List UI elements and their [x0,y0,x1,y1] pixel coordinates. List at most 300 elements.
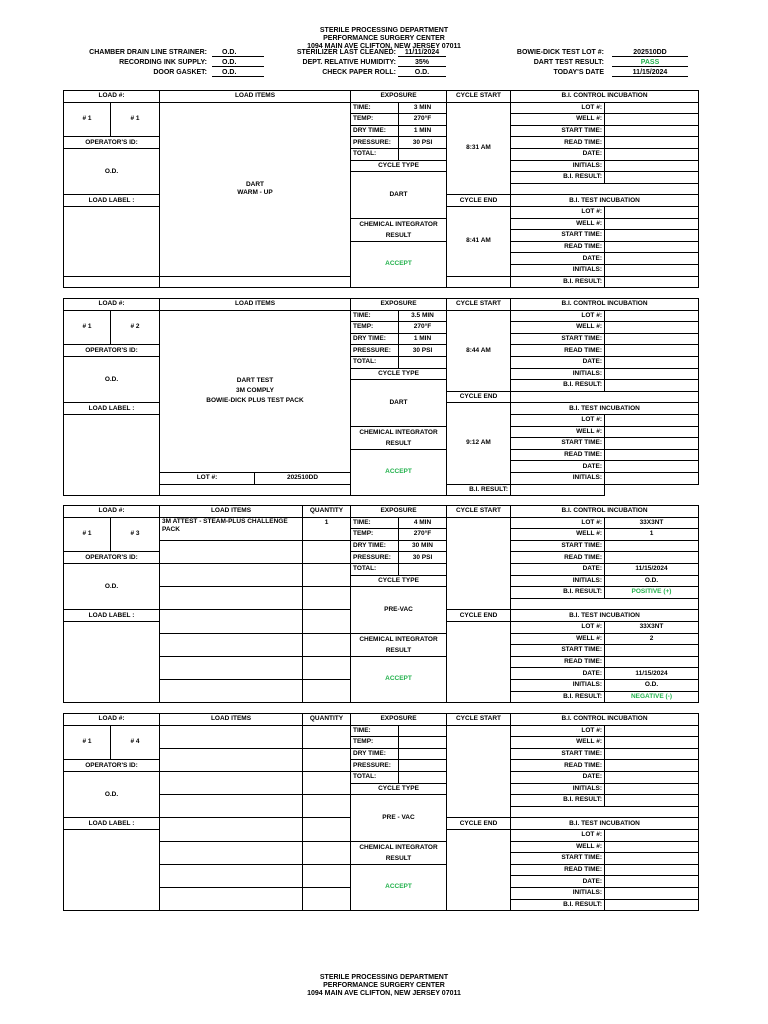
test-initials-value[interactable] [605,264,699,276]
ctrl-lot-value: 33X3NT [605,517,699,529]
item-row-5[interactable] [160,610,303,633]
test-initials-label: INITIALS: [511,679,605,691]
ctrl-well-value: 1 [605,529,699,541]
temp-label: TEMP: [351,322,399,334]
header-dept: STERILE PROCESSING DEPARTMENT [319,27,449,34]
test-initials-label: INITIALS: [511,887,605,899]
test-lot-value[interactable] [605,206,699,218]
humidity-label: DEPT. RELATIVE HUMIDITY: [302,59,396,66]
ctrl-read-label: READ TIME: [511,137,605,149]
ctrl-well-label: WELL #: [511,114,605,126]
load-items-line1: DART [245,181,265,189]
bi-control-header: B.I. CONTROL INCUBATION [511,299,699,311]
load-no-header: LOAD #: [64,714,160,726]
item-row-6[interactable] [160,841,303,864]
operator-id-label: OPERATOR'S ID: [64,552,160,564]
test-lot-label: LOT #: [511,621,605,633]
operator-id-label: OPERATOR'S ID: [64,137,160,149]
ctrl-lot-label: LOT #: [511,725,605,737]
ctrl-read-label: READ TIME: [511,552,605,564]
ctrl-lot-value[interactable] [605,725,699,737]
dart-result-label: DART TEST RESULT: [533,59,604,66]
total-label: TOTAL: [351,148,399,160]
test-result-value[interactable] [605,899,699,911]
test-read-label: READ TIME: [511,656,605,668]
qty-row-4[interactable] [303,795,351,818]
time-value: 3.5 MIN [399,310,447,322]
test-initials-value[interactable] [605,472,699,484]
chem-result-label: RESULT [385,854,412,862]
header-center: PERFORMANCE SURGERY CENTER [323,35,445,42]
ctrl-read-label: READ TIME: [511,760,605,772]
ctrl-initials-label: INITIALS: [511,575,605,587]
load-items-line3: BOWIE-DICK PLUS TEST PACK [206,397,304,405]
item-row-8[interactable] [160,679,303,702]
load-items [160,102,351,276]
ctrl-date-value[interactable] [605,771,699,783]
dry-time-label: DRY TIME: [351,748,399,760]
test-date-label: DATE: [511,253,605,265]
ctrl-result-label: B.I. RESULT: [511,587,605,599]
total-value[interactable] [399,771,447,783]
cycle-end-value[interactable] [447,829,511,910]
chem-integrator [351,633,447,656]
qty-row-5[interactable] [303,818,351,841]
test-result-label: B.I. RESULT: [511,691,605,703]
load-items [160,310,351,472]
test-well-label: WELL #: [511,841,605,853]
cycle-start-value[interactable] [447,725,511,818]
cycle-type-value: DART [351,380,447,426]
load-label-spacer [64,276,160,288]
pressure-value[interactable] [399,760,447,772]
load-num1: # 1 [64,102,111,137]
load-table-1 [63,90,699,288]
item-row-3[interactable] [160,771,303,794]
qty-row-1[interactable]: 1 [303,517,351,540]
chem-integrator [351,841,447,864]
item-row-2[interactable] [160,748,303,771]
cycle-end-label: CYCLE END [447,818,511,830]
bi-test-header-spacer [511,183,699,195]
bi-test-header: B.I. TEST INCUBATION [511,610,699,622]
test-well-label: WELL #: [511,218,605,230]
test-result-label: B.I. RESULT: [511,276,605,288]
load-num1: # 1 [64,310,111,345]
chem-result-label: RESULT [385,439,412,447]
test-date-label: DATE: [511,876,605,888]
chem-result-value: ACCEPT [351,241,447,287]
total-label: TOTAL: [351,771,399,783]
item-row-1[interactable]: 3M ATTEST - STEAM-PLUS CHALLENGE PACK [160,517,303,540]
qty-row-6[interactable] [303,841,351,864]
pressure-value: 30 PSI [399,552,447,564]
chem-integrator [351,218,447,241]
total-label: TOTAL: [351,563,399,575]
item-row-2[interactable] [160,540,303,563]
cycle-start-header: CYCLE START [447,299,511,311]
total-label: TOTAL: [351,356,399,368]
ctrl-initials-label: INITIALS: [511,368,605,380]
dart-result-value: PASS [612,59,688,67]
footer-address: 1094 MAIN AVE CLIFTON, NEW JERSEY 07011 [307,990,461,996]
operator-id-value: O.D. [64,356,160,402]
test-read-label: READ TIME: [511,864,605,876]
time-value: 3 MIN [399,102,447,114]
test-well-value: 2 [605,633,699,645]
cycle-end-label: CYCLE END [447,610,511,622]
ctrl-start-value[interactable] [605,333,699,345]
ctrl-result-label: B.I. RESULT: [511,380,605,392]
test-read-value[interactable] [605,864,699,876]
exposure-header: EXPOSURE [351,714,447,726]
ctrl-read-value[interactable] [605,137,699,149]
pressure-value: 30 PSI [399,137,447,149]
pressure-label: PRESSURE: [351,760,399,772]
test-well-value[interactable] [605,841,699,853]
test-lot-label: LOT #: [511,206,605,218]
load-items-header: LOAD ITEMS [160,91,351,103]
cycle-end-label: CYCLE END [447,391,511,403]
humidity-value: 35% [398,59,446,67]
ink-label: RECORDING INK SUPPLY: [119,59,207,66]
item-row-8[interactable] [160,887,303,910]
temp-label: TEMP: [351,737,399,749]
pressure-label: PRESSURE: [351,345,399,357]
item-row-7[interactable] [160,864,303,887]
ctrl-start-label: START TIME: [511,540,605,552]
chem-result-value: ACCEPT [351,656,447,702]
qty-row-2[interactable] [303,540,351,563]
dry-time-value: 30 MIN [399,540,447,552]
ctrl-date-value[interactable] [605,148,699,160]
load-num2: # 4 [111,725,160,760]
cycle-end-spacer [447,276,511,288]
load-num1: # 1 [64,725,111,760]
footer-center: PERFORMANCE SURGERY CENTER [323,982,445,989]
ctrl-initials-value[interactable] [605,160,699,172]
load-num2: # 2 [111,310,160,345]
cycle-start-header: CYCLE START [447,714,511,726]
test-result-value[interactable] [605,276,699,288]
test-read-value[interactable] [605,449,699,461]
load-items-line1: DART TEST [236,377,274,385]
footer-dept: STERILE PROCESSING DEPARTMENT [319,974,449,981]
temp-label: TEMP: [351,529,399,541]
test-read-label: READ TIME: [511,241,605,253]
test-date-value[interactable] [605,876,699,888]
test-start-value[interactable] [605,853,699,865]
cycle-type-value: PRE-VAC [351,587,447,633]
pressure-value: 30 PSI [399,345,447,357]
paper-roll-value: O.D. [398,69,446,77]
time-label: TIME: [351,725,399,737]
ctrl-start-value[interactable] [605,125,699,137]
load-no-header: LOAD #: [64,299,160,311]
ctrl-well-label: WELL #: [511,529,605,541]
header-address: 1094 MAIN AVE CLIFTON, NEW JERSEY 07011 [307,43,461,49]
ctrl-lot-label: LOT #: [511,310,605,322]
ctrl-read-value[interactable] [605,552,699,564]
item-row-5[interactable] [160,818,303,841]
cycle-type-label: CYCLE TYPE [351,783,447,795]
test-start-label: START TIME: [511,438,605,450]
cycle-start-value[interactable] [447,517,511,610]
pressure-label: PRESSURE: [351,552,399,564]
item-row-6[interactable] [160,633,303,656]
load-no-header: LOAD #: [64,506,160,518]
item-row-7[interactable] [160,656,303,679]
ctrl-initials-value[interactable] [605,783,699,795]
total-value[interactable] [399,148,447,160]
ctrl-well-value[interactable] [605,737,699,749]
todays-date-label: TODAY'S DATE [553,69,604,76]
ctrl-read-value[interactable] [605,760,699,772]
time-label: TIME: [351,310,399,322]
time-value[interactable] [399,725,447,737]
test-start-value[interactable] [605,438,699,450]
ctrl-initials-value: O.D. [605,575,699,587]
qty-row-5[interactable] [303,610,351,633]
test-result-value: NEGATIVE (-) [605,691,699,703]
chem-result-label: RESULT [385,231,412,239]
bi-control-header: B.I. CONTROL INCUBATION [511,714,699,726]
pressure-label: PRESSURE: [351,137,399,149]
load-items-header: LOAD ITEMS [160,506,303,518]
chem-integrator [351,426,447,449]
bi-blank-row [511,598,699,610]
qty-row-3[interactable] [303,563,351,586]
load-items-line2: WARM - UP [237,189,273,197]
lot-label: LOT #: [160,472,255,484]
temp-value[interactable] [399,737,447,749]
time-label: TIME: [351,517,399,529]
strainer-label: CHAMBER DRAIN LINE STRAINER: [89,49,207,56]
ctrl-result-value[interactable] [605,380,699,392]
bowie-lot-value: 202510DD [612,49,688,57]
ctrl-result-label: B.I. RESULT: [511,795,605,807]
cycle-end-value: 9:12 AM [447,403,511,484]
operator-id-value: O.D. [64,563,160,609]
dry-time-value[interactable] [399,748,447,760]
qty-row-8[interactable] [303,887,351,910]
cycle-start-header: CYCLE START [447,91,511,103]
load-label-label: LOAD LABEL : [64,195,160,207]
qty-row-3[interactable] [303,771,351,794]
test-lot-value[interactable] [605,829,699,841]
dry-time-label: DRY TIME: [351,540,399,552]
cleaned-value: 11/11/2024 [398,49,446,57]
cycle-end-value: 8:41 AM [447,206,511,276]
dry-time-label: DRY TIME: [351,125,399,137]
bi-blank-row [511,806,699,818]
cycle-end-value[interactable] [447,621,511,702]
ctrl-well-label: WELL #: [511,737,605,749]
ctrl-date-value: 11/15/2024 [605,563,699,575]
item-row-4[interactable] [160,795,303,818]
load-label-value[interactable] [64,414,160,495]
cycle-end-label: CYCLE END [447,195,511,207]
test-result-value[interactable] [511,484,605,496]
chem-integrator-label: CHEMICAL INTEGRATOR [359,428,438,436]
cycle-type-label: CYCLE TYPE [351,160,447,172]
load-label-label: LOAD LABEL : [64,610,160,622]
strainer-value: O.D. [212,49,264,57]
cycle-start-header: CYCLE START [447,506,511,518]
test-lot-label: LOT #: [511,829,605,841]
operator-id-label: OPERATOR'S ID: [64,345,160,357]
ctrl-date-label: DATE: [511,563,605,575]
ctrl-well-value[interactable] [605,322,699,334]
total-value[interactable] [399,563,447,575]
dry-time-value: 1 MIN [399,125,447,137]
qty-row-1[interactable] [303,725,351,748]
quantity-header: QUANTITY [303,714,351,726]
load-num2: # 1 [111,102,160,137]
ctrl-well-value[interactable] [605,114,699,126]
chem-result-label: RESULT [385,646,412,654]
cycle-type-label: CYCLE TYPE [351,368,447,380]
load-label-value[interactable] [64,206,160,276]
ctrl-date-label: DATE: [511,771,605,783]
operator-id-label: OPERATOR'S ID: [64,760,160,772]
test-lot-value[interactable] [605,414,699,426]
load-num1: # 1 [64,517,111,552]
item-row-1[interactable] [160,725,303,748]
ctrl-read-label: READ TIME: [511,345,605,357]
temp-value: 270°F [399,114,447,126]
ctrl-initials-label: INITIALS: [511,160,605,172]
ctrl-result-value[interactable] [605,172,699,184]
ctrl-lot-value[interactable] [605,310,699,322]
load-table-3 [63,505,699,703]
ctrl-well-label: WELL #: [511,322,605,334]
load-items-header: LOAD ITEMS [160,714,303,726]
load-table-2 [63,298,699,496]
chem-integrator-label: CHEMICAL INTEGRATOR [359,843,438,851]
dry-time-label: DRY TIME: [351,333,399,345]
item-row-4[interactable] [160,587,303,610]
test-date-label: DATE: [511,461,605,473]
test-well-value[interactable] [605,218,699,230]
ctrl-date-label: DATE: [511,148,605,160]
test-initials-value: O.D. [605,679,699,691]
operator-id-value: O.D. [64,148,160,194]
cycle-type-value: PRE - VAC [351,795,447,841]
ctrl-result-label: B.I. RESULT: [511,172,605,184]
test-start-label: START TIME: [511,230,605,242]
cycle-start-value: 8:31 AM [447,102,511,195]
load-label-value[interactable] [64,829,160,910]
test-initials-label: INITIALS: [511,472,605,484]
operator-id-value: O.D. [64,771,160,817]
ctrl-initials-value[interactable] [605,368,699,380]
load-label-value[interactable] [64,621,160,702]
test-result-label: B.I. RESULT: [447,484,511,496]
test-start-value[interactable] [605,230,699,242]
load-num2: # 3 [111,517,160,552]
bi-test-header: B.I. TEST INCUBATION [511,195,699,207]
ctrl-start-value[interactable] [605,748,699,760]
qty-row-7[interactable] [303,864,351,887]
lot-value: 202510DD [255,472,351,484]
test-read-label: READ TIME: [511,449,605,461]
temp-value: 270°F [399,529,447,541]
test-start-label: START TIME: [511,645,605,657]
quantity-header: QUANTITY [303,506,351,518]
qty-row-7[interactable] [303,656,351,679]
test-result-label: B.I. RESULT: [511,899,605,911]
bi-control-header: B.I. CONTROL INCUBATION [511,506,699,518]
ctrl-result-value: POSITIVE (+) [605,587,699,599]
test-date-label: DATE: [511,668,605,680]
temp-value: 270°F [399,322,447,334]
qty-row-8[interactable] [303,679,351,702]
ctrl-date-value[interactable] [605,356,699,368]
gasket-value: O.D. [212,69,264,77]
qty-row-2[interactable] [303,748,351,771]
test-read-value[interactable] [605,241,699,253]
qty-row-4[interactable] [303,587,351,610]
test-start-value[interactable] [605,645,699,657]
cleaned-label: STERILIZER LAST CLEANED: [296,49,396,56]
time-value: 4 MIN [399,517,447,529]
test-read-value[interactable] [605,656,699,668]
cycle-start-value: 8:44 AM [447,310,511,391]
exposure-header: EXPOSURE [351,91,447,103]
load-label-label: LOAD LABEL : [64,403,160,415]
bi-control-header: B.I. CONTROL INCUBATION [511,91,699,103]
ctrl-start-label: START TIME: [511,333,605,345]
ctrl-start-label: START TIME: [511,748,605,760]
load-items-line2: 3M COMPLY [235,387,275,395]
bowie-lot-label: BOWIE-DICK TEST LOT #: [516,49,604,56]
test-initials-label: INITIALS: [511,264,605,276]
lot-spacer [160,484,351,496]
ctrl-result-value[interactable] [605,795,699,807]
ctrl-read-value[interactable] [605,345,699,357]
temp-label: TEMP: [351,114,399,126]
ctrl-start-value[interactable] [605,540,699,552]
total-value[interactable] [399,356,447,368]
qty-row-6[interactable] [303,633,351,656]
test-lot-label: LOT #: [511,414,605,426]
chem-integrator-label: CHEMICAL INTEGRATOR [359,220,438,228]
item-row-3[interactable] [160,563,303,586]
ctrl-lot-label: LOT #: [511,102,605,114]
test-initials-value[interactable] [605,887,699,899]
test-well-label: WELL #: [511,633,605,645]
exposure-header: EXPOSURE [351,299,447,311]
chem-result-value: ACCEPT [351,449,447,495]
bi-test-header: B.I. TEST INCUBATION [511,403,699,415]
test-date-value: 11/15/2024 [605,668,699,680]
test-well-value[interactable] [605,426,699,438]
load-items-header: LOAD ITEMS [160,299,351,311]
paper-roll-label: CHECK PAPER ROLL: [322,69,396,76]
cycle-type-label: CYCLE TYPE [351,575,447,587]
load-no-header: LOAD #: [64,91,160,103]
todays-date-value: 11/15/2024 [612,69,688,77]
ctrl-date-label: DATE: [511,356,605,368]
test-date-value[interactable] [605,253,699,265]
chem-result-value: ACCEPT [351,864,447,910]
test-date-value[interactable] [605,461,699,473]
ctrl-lot-label: LOT #: [511,517,605,529]
ctrl-lot-value[interactable] [605,102,699,114]
load-label-label: LOAD LABEL : [64,818,160,830]
test-start-label: START TIME: [511,853,605,865]
